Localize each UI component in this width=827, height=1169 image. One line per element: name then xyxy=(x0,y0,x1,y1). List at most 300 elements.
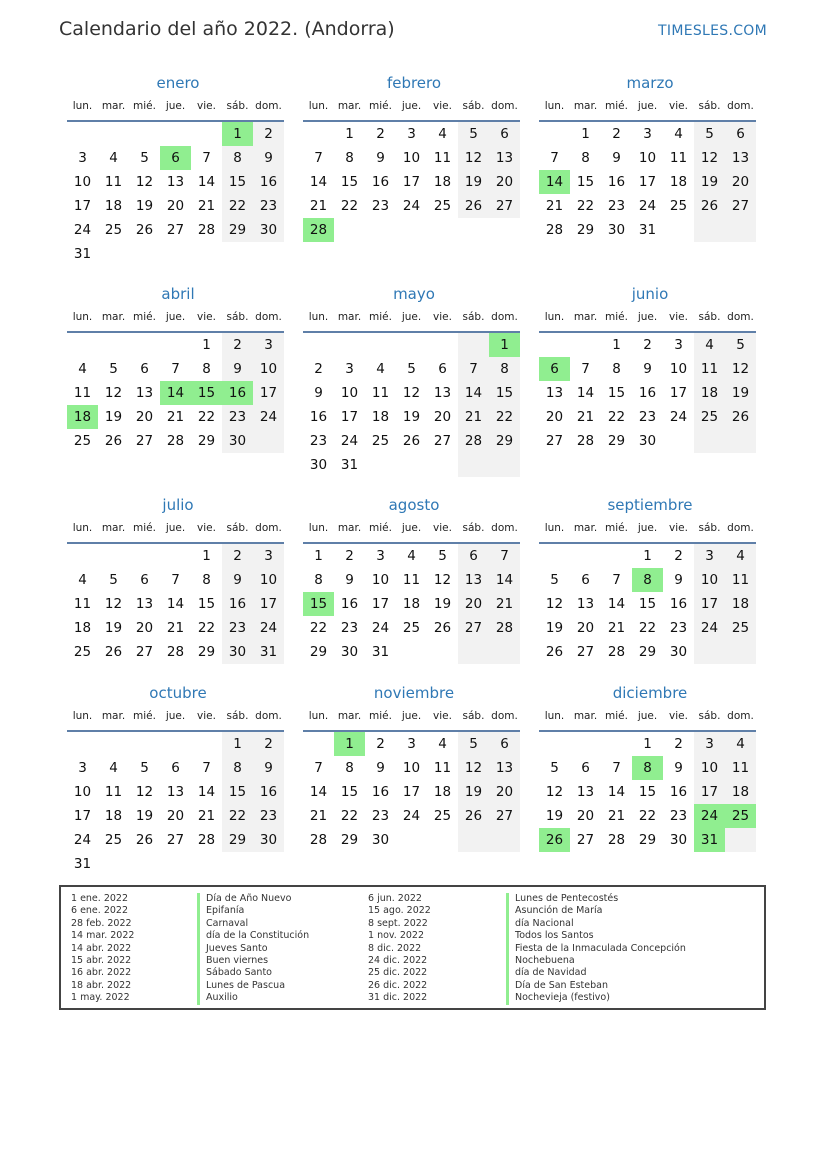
day-cell[interactable]: 29 xyxy=(340,832,359,848)
day-cell[interactable]: 23 xyxy=(340,620,359,636)
day-cell[interactable]: 4 xyxy=(407,548,416,564)
day-cell[interactable]: 24 xyxy=(371,620,390,636)
day-cell[interactable]: 30 xyxy=(371,832,390,848)
day-cell[interactable]: 24 xyxy=(253,616,284,640)
day-cell[interactable]: 4 xyxy=(725,732,756,756)
day-cell[interactable]: 28 xyxy=(458,429,489,453)
day-cell[interactable]: 19 xyxy=(694,170,725,194)
day-cell[interactable]: 26 xyxy=(458,194,489,218)
day-cell[interactable]: 10 xyxy=(371,572,390,588)
day-cell[interactable]: 22 xyxy=(489,405,520,429)
day-cell[interactable]: 8 xyxy=(612,361,621,377)
day-cell[interactable]: 1 xyxy=(314,548,323,564)
day-cell[interactable]: 14 xyxy=(197,174,216,190)
day-cell[interactable]: 20 xyxy=(433,409,452,425)
day-cell[interactable]: 10 xyxy=(669,361,688,377)
day-cell[interactable]: 9 xyxy=(674,572,683,588)
day-cell[interactable]: 7 xyxy=(314,150,323,166)
day-cell[interactable]: 1 xyxy=(612,337,621,353)
day-cell[interactable]: 2 xyxy=(376,126,385,142)
day-cell[interactable]: 18 xyxy=(402,596,421,612)
day-cell[interactable]: 7 xyxy=(202,150,211,166)
day-cell[interactable]: 23 xyxy=(669,808,688,824)
day-cell[interactable]: 16 xyxy=(371,784,390,800)
day-cell[interactable]: 12 xyxy=(725,357,756,381)
day-cell[interactable]: 12 xyxy=(135,174,154,190)
day-cell[interactable]: 14 xyxy=(458,381,489,405)
day-cell[interactable]: 5 xyxy=(140,760,149,776)
day-cell[interactable]: 5 xyxy=(458,122,489,146)
day-cell[interactable]: 10 xyxy=(402,150,421,166)
day-cell[interactable]: 29 xyxy=(197,644,216,660)
day-cell[interactable]: 28 xyxy=(303,218,334,242)
day-cell[interactable]: 29 xyxy=(222,218,253,242)
day-cell[interactable]: 3 xyxy=(345,361,354,377)
day-cell[interactable]: 20 xyxy=(576,620,595,636)
day-cell[interactable]: 1 xyxy=(222,732,253,756)
day-cell[interactable]: 7 xyxy=(171,572,180,588)
day-cell[interactable]: 16 xyxy=(309,409,328,425)
day-cell[interactable]: 22 xyxy=(607,409,626,425)
day-cell[interactable]: 11 xyxy=(669,150,688,166)
day-cell[interactable]: 18 xyxy=(694,381,725,405)
day-cell[interactable]: 7 xyxy=(489,544,520,568)
day-cell[interactable]: 13 xyxy=(576,596,595,612)
day-cell[interactable]: 11 xyxy=(433,150,452,166)
day-cell[interactable]: 17 xyxy=(371,596,390,612)
day-cell[interactable]: 24 xyxy=(340,433,359,449)
day-cell[interactable]: 21 xyxy=(197,808,216,824)
day-cell[interactable]: 2 xyxy=(674,736,683,752)
day-cell[interactable]: 13 xyxy=(166,784,185,800)
day-cell[interactable]: 10 xyxy=(402,760,421,776)
day-cell[interactable]: 26 xyxy=(725,405,756,429)
day-cell[interactable]: 28 xyxy=(166,433,185,449)
day-cell[interactable]: 24 xyxy=(638,198,657,214)
day-cell[interactable]: 18 xyxy=(73,620,92,636)
day-cell[interactable]: 8 xyxy=(632,756,663,780)
day-cell[interactable]: 29 xyxy=(638,644,657,660)
day-cell[interactable]: 14 xyxy=(309,784,328,800)
day-cell[interactable]: 27 xyxy=(489,804,520,828)
day-cell[interactable]: 27 xyxy=(725,194,756,218)
day-cell[interactable]: 1 xyxy=(334,732,365,756)
day-cell[interactable]: 14 xyxy=(607,596,626,612)
day-cell[interactable]: 24 xyxy=(669,409,688,425)
day-cell[interactable]: 31 xyxy=(694,828,725,852)
day-cell[interactable]: 3 xyxy=(78,760,87,776)
day-cell[interactable]: 18 xyxy=(669,174,688,190)
day-cell[interactable]: 20 xyxy=(135,409,154,425)
day-cell[interactable]: 3 xyxy=(78,150,87,166)
day-cell[interactable]: 3 xyxy=(376,548,385,564)
day-cell[interactable]: 4 xyxy=(78,572,87,588)
day-cell[interactable]: 14 xyxy=(166,596,185,612)
day-cell[interactable]: 18 xyxy=(433,174,452,190)
day-cell[interactable]: 7 xyxy=(612,572,621,588)
day-cell[interactable]: 14 xyxy=(539,170,570,194)
day-cell[interactable]: 12 xyxy=(458,756,489,780)
day-cell[interactable]: 6 xyxy=(160,146,191,170)
day-cell[interactable]: 17 xyxy=(694,780,725,804)
day-cell[interactable]: 15 xyxy=(222,780,253,804)
day-cell[interactable]: 18 xyxy=(433,784,452,800)
day-cell[interactable]: 15 xyxy=(638,784,657,800)
day-cell[interactable]: 24 xyxy=(73,222,92,238)
day-cell[interactable]: 21 xyxy=(197,198,216,214)
day-cell[interactable]: 19 xyxy=(104,620,123,636)
day-cell[interactable]: 9 xyxy=(314,385,323,401)
day-cell[interactable]: 15 xyxy=(303,592,334,616)
day-cell[interactable]: 11 xyxy=(371,385,390,401)
day-cell[interactable]: 11 xyxy=(433,760,452,776)
day-cell[interactable]: 31 xyxy=(638,222,657,238)
day-cell[interactable]: 25 xyxy=(371,433,390,449)
day-cell[interactable]: 15 xyxy=(222,170,253,194)
day-cell[interactable]: 25 xyxy=(433,808,452,824)
day-cell[interactable]: 22 xyxy=(638,620,657,636)
day-cell[interactable]: 30 xyxy=(607,222,626,238)
day-cell[interactable]: 17 xyxy=(73,808,92,824)
day-cell[interactable]: 17 xyxy=(638,174,657,190)
day-cell[interactable]: 18 xyxy=(371,409,390,425)
day-cell[interactable]: 18 xyxy=(104,198,123,214)
day-cell[interactable]: 31 xyxy=(73,246,92,262)
day-cell[interactable]: 2 xyxy=(222,544,253,568)
day-cell[interactable]: 10 xyxy=(694,568,725,592)
day-cell[interactable]: 12 xyxy=(545,784,564,800)
day-cell[interactable]: 8 xyxy=(202,572,211,588)
day-cell[interactable]: 14 xyxy=(197,784,216,800)
day-cell[interactable]: 27 xyxy=(433,433,452,449)
day-cell[interactable]: 13 xyxy=(489,756,520,780)
day-cell[interactable]: 7 xyxy=(581,361,590,377)
day-cell[interactable]: 20 xyxy=(725,170,756,194)
day-cell[interactable]: 14 xyxy=(607,784,626,800)
day-cell[interactable]: 6 xyxy=(725,122,756,146)
day-cell[interactable]: 5 xyxy=(140,150,149,166)
day-cell[interactable]: 16 xyxy=(669,784,688,800)
day-cell[interactable]: 7 xyxy=(314,760,323,776)
day-cell[interactable]: 1 xyxy=(345,126,354,142)
day-cell[interactable]: 6 xyxy=(458,544,489,568)
day-cell[interactable]: 26 xyxy=(458,804,489,828)
day-cell[interactable]: 30 xyxy=(669,644,688,660)
day-cell[interactable]: 30 xyxy=(253,828,284,852)
day-cell[interactable]: 6 xyxy=(171,760,180,776)
day-cell[interactable]: 7 xyxy=(458,357,489,381)
day-cell[interactable]: 6 xyxy=(140,572,149,588)
day-cell[interactable]: 13 xyxy=(433,385,452,401)
day-cell[interactable]: 31 xyxy=(253,640,284,664)
day-cell[interactable]: 31 xyxy=(371,644,390,660)
day-cell[interactable]: 21 xyxy=(309,808,328,824)
day-cell[interactable]: 22 xyxy=(222,194,253,218)
day-cell[interactable]: 27 xyxy=(545,433,564,449)
day-cell[interactable]: 25 xyxy=(402,620,421,636)
day-cell[interactable]: 23 xyxy=(253,194,284,218)
day-cell[interactable]: 25 xyxy=(725,616,756,640)
day-cell[interactable]: 4 xyxy=(109,760,118,776)
day-cell[interactable]: 13 xyxy=(725,146,756,170)
day-cell[interactable]: 18 xyxy=(104,808,123,824)
brand-link[interactable]: TIMESLES.COM xyxy=(658,23,767,39)
day-cell[interactable]: 16 xyxy=(222,381,253,405)
day-cell[interactable]: 25 xyxy=(694,405,725,429)
day-cell[interactable]: 5 xyxy=(550,572,559,588)
day-cell[interactable]: 27 xyxy=(458,616,489,640)
day-cell[interactable]: 30 xyxy=(222,640,253,664)
day-cell[interactable]: 18 xyxy=(725,592,756,616)
day-cell[interactable]: 28 xyxy=(576,433,595,449)
day-cell[interactable]: 28 xyxy=(489,616,520,640)
day-cell[interactable]: 28 xyxy=(166,644,185,660)
day-cell[interactable]: 3 xyxy=(253,333,284,357)
day-cell[interactable]: 30 xyxy=(253,218,284,242)
day-cell[interactable]: 9 xyxy=(222,357,253,381)
day-cell[interactable]: 19 xyxy=(458,170,489,194)
day-cell[interactable]: 24 xyxy=(694,804,725,828)
day-cell[interactable]: 6 xyxy=(581,572,590,588)
day-cell[interactable]: 13 xyxy=(545,385,564,401)
day-cell[interactable]: 9 xyxy=(674,760,683,776)
day-cell[interactable]: 26 xyxy=(104,433,123,449)
day-cell[interactable]: 9 xyxy=(376,760,385,776)
day-cell[interactable]: 15 xyxy=(340,174,359,190)
day-cell[interactable]: 28 xyxy=(607,832,626,848)
day-cell[interactable]: 15 xyxy=(191,381,222,405)
day-cell[interactable]: 12 xyxy=(433,572,452,588)
day-cell[interactable]: 22 xyxy=(576,198,595,214)
day-cell[interactable]: 1 xyxy=(643,736,652,752)
day-cell[interactable]: 15 xyxy=(340,784,359,800)
day-cell[interactable]: 1 xyxy=(581,126,590,142)
day-cell[interactable]: 22 xyxy=(197,409,216,425)
day-cell[interactable]: 15 xyxy=(638,596,657,612)
day-cell[interactable]: 10 xyxy=(638,150,657,166)
day-cell[interactable]: 16 xyxy=(638,385,657,401)
day-cell[interactable]: 12 xyxy=(545,596,564,612)
day-cell[interactable]: 3 xyxy=(694,732,725,756)
day-cell[interactable]: 31 xyxy=(340,457,359,473)
day-cell[interactable]: 18 xyxy=(67,405,98,429)
day-cell[interactable]: 20 xyxy=(576,808,595,824)
day-cell[interactable]: 13 xyxy=(576,784,595,800)
day-cell[interactable]: 31 xyxy=(73,856,92,872)
day-cell[interactable]: 29 xyxy=(638,832,657,848)
day-cell[interactable]: 25 xyxy=(433,198,452,214)
day-cell[interactable]: 25 xyxy=(104,222,123,238)
day-cell[interactable]: 17 xyxy=(669,385,688,401)
day-cell[interactable]: 19 xyxy=(725,381,756,405)
day-cell[interactable]: 3 xyxy=(253,544,284,568)
day-cell[interactable]: 12 xyxy=(402,385,421,401)
day-cell[interactable]: 2 xyxy=(222,333,253,357)
day-cell[interactable]: 17 xyxy=(253,592,284,616)
day-cell[interactable]: 24 xyxy=(253,405,284,429)
day-cell[interactable]: 25 xyxy=(669,198,688,214)
day-cell[interactable]: 20 xyxy=(489,780,520,804)
day-cell[interactable]: 9 xyxy=(376,150,385,166)
day-cell[interactable]: 7 xyxy=(550,150,559,166)
day-cell[interactable]: 13 xyxy=(458,568,489,592)
day-cell[interactable]: 28 xyxy=(607,644,626,660)
day-cell[interactable]: 9 xyxy=(612,150,621,166)
day-cell[interactable]: 23 xyxy=(669,620,688,636)
day-cell[interactable]: 2 xyxy=(314,361,323,377)
day-cell[interactable]: 16 xyxy=(222,592,253,616)
day-cell[interactable]: 10 xyxy=(694,756,725,780)
day-cell[interactable]: 20 xyxy=(545,409,564,425)
day-cell[interactable]: 11 xyxy=(104,784,123,800)
day-cell[interactable]: 6 xyxy=(539,357,570,381)
day-cell[interactable]: 23 xyxy=(371,198,390,214)
day-cell[interactable]: 5 xyxy=(725,333,756,357)
day-cell[interactable]: 28 xyxy=(309,832,328,848)
day-cell[interactable]: 23 xyxy=(253,804,284,828)
day-cell[interactable]: 26 xyxy=(545,644,564,660)
day-cell[interactable]: 8 xyxy=(632,568,663,592)
day-cell[interactable]: 30 xyxy=(669,832,688,848)
day-cell[interactable]: 9 xyxy=(253,756,284,780)
day-cell[interactable]: 8 xyxy=(345,150,354,166)
day-cell[interactable]: 9 xyxy=(253,146,284,170)
day-cell[interactable]: 1 xyxy=(489,333,520,357)
day-cell[interactable]: 27 xyxy=(166,832,185,848)
day-cell[interactable]: 5 xyxy=(550,760,559,776)
day-cell[interactable]: 19 xyxy=(545,808,564,824)
day-cell[interactable]: 1 xyxy=(202,337,211,353)
day-cell[interactable]: 22 xyxy=(222,804,253,828)
day-cell[interactable]: 2 xyxy=(376,736,385,752)
day-cell[interactable]: 4 xyxy=(109,150,118,166)
day-cell[interactable]: 8 xyxy=(202,361,211,377)
day-cell[interactable]: 12 xyxy=(104,596,123,612)
day-cell[interactable]: 29 xyxy=(309,644,328,660)
day-cell[interactable]: 23 xyxy=(222,405,253,429)
day-cell[interactable]: 19 xyxy=(545,620,564,636)
day-cell[interactable]: 29 xyxy=(607,433,626,449)
day-cell[interactable]: 26 xyxy=(433,620,452,636)
day-cell[interactable]: 12 xyxy=(694,146,725,170)
day-cell[interactable]: 17 xyxy=(402,784,421,800)
day-cell[interactable]: 16 xyxy=(253,170,284,194)
day-cell[interactable]: 14 xyxy=(489,568,520,592)
day-cell[interactable]: 8 xyxy=(489,357,520,381)
day-cell[interactable]: 1 xyxy=(643,548,652,564)
day-cell[interactable]: 28 xyxy=(197,832,216,848)
day-cell[interactable]: 26 xyxy=(135,832,154,848)
day-cell[interactable]: 27 xyxy=(576,832,595,848)
day-cell[interactable]: 28 xyxy=(545,222,564,238)
day-cell[interactable]: 28 xyxy=(197,222,216,238)
day-cell[interactable]: 14 xyxy=(576,385,595,401)
day-cell[interactable]: 19 xyxy=(135,808,154,824)
day-cell[interactable]: 29 xyxy=(576,222,595,238)
day-cell[interactable]: 7 xyxy=(171,361,180,377)
day-cell[interactable]: 1 xyxy=(222,122,253,146)
day-cell[interactable]: 25 xyxy=(104,832,123,848)
day-cell[interactable]: 10 xyxy=(253,357,284,381)
day-cell[interactable]: 10 xyxy=(253,568,284,592)
day-cell[interactable]: 19 xyxy=(402,409,421,425)
day-cell[interactable]: 15 xyxy=(607,385,626,401)
day-cell[interactable]: 20 xyxy=(135,620,154,636)
day-cell[interactable]: 29 xyxy=(489,429,520,453)
day-cell[interactable]: 27 xyxy=(135,433,154,449)
day-cell[interactable]: 15 xyxy=(576,174,595,190)
day-cell[interactable]: 7 xyxy=(612,760,621,776)
day-cell[interactable]: 26 xyxy=(694,194,725,218)
day-cell[interactable]: 23 xyxy=(309,433,328,449)
day-cell[interactable]: 15 xyxy=(197,596,216,612)
day-cell[interactable]: 5 xyxy=(109,361,118,377)
day-cell[interactable]: 13 xyxy=(489,146,520,170)
day-cell[interactable]: 12 xyxy=(135,784,154,800)
day-cell[interactable]: 4 xyxy=(78,361,87,377)
day-cell[interactable]: 22 xyxy=(638,808,657,824)
day-cell[interactable]: 8 xyxy=(581,150,590,166)
day-cell[interactable]: 16 xyxy=(669,596,688,612)
day-cell[interactable]: 21 xyxy=(545,198,564,214)
day-cell[interactable]: 8 xyxy=(222,756,253,780)
day-cell[interactable]: 13 xyxy=(166,174,185,190)
day-cell[interactable]: 23 xyxy=(222,616,253,640)
day-cell[interactable]: 10 xyxy=(340,385,359,401)
day-cell[interactable]: 16 xyxy=(371,174,390,190)
day-cell[interactable]: 18 xyxy=(725,780,756,804)
day-cell[interactable]: 1 xyxy=(202,548,211,564)
day-cell[interactable]: 5 xyxy=(458,732,489,756)
day-cell[interactable]: 25 xyxy=(73,644,92,660)
day-cell[interactable]: 21 xyxy=(607,808,626,824)
day-cell[interactable]: 13 xyxy=(135,596,154,612)
day-cell[interactable]: 24 xyxy=(73,832,92,848)
day-cell[interactable]: 4 xyxy=(438,736,447,752)
day-cell[interactable]: 26 xyxy=(135,222,154,238)
day-cell[interactable]: 30 xyxy=(222,429,253,453)
day-cell[interactable]: 20 xyxy=(458,592,489,616)
day-cell[interactable]: 25 xyxy=(73,433,92,449)
day-cell[interactable]: 17 xyxy=(694,592,725,616)
day-cell[interactable]: 16 xyxy=(253,780,284,804)
day-cell[interactable]: 8 xyxy=(222,146,253,170)
day-cell[interactable]: 21 xyxy=(166,409,185,425)
day-cell[interactable]: 3 xyxy=(694,544,725,568)
day-cell[interactable]: 7 xyxy=(202,760,211,776)
day-cell[interactable]: 20 xyxy=(166,198,185,214)
day-cell[interactable]: 27 xyxy=(576,644,595,660)
day-cell[interactable]: 14 xyxy=(160,381,191,405)
day-cell[interactable]: 13 xyxy=(135,385,154,401)
day-cell[interactable]: 17 xyxy=(253,381,284,405)
day-cell[interactable]: 9 xyxy=(222,568,253,592)
day-cell[interactable]: 3 xyxy=(407,736,416,752)
day-cell[interactable]: 8 xyxy=(345,760,354,776)
day-cell[interactable]: 21 xyxy=(458,405,489,429)
day-cell[interactable]: 15 xyxy=(489,381,520,405)
day-cell[interactable]: 3 xyxy=(407,126,416,142)
day-cell[interactable]: 21 xyxy=(309,198,328,214)
day-cell[interactable]: 20 xyxy=(166,808,185,824)
day-cell[interactable]: 4 xyxy=(725,544,756,568)
day-cell[interactable]: 2 xyxy=(612,126,621,142)
day-cell[interactable]: 29 xyxy=(197,433,216,449)
day-cell[interactable]: 23 xyxy=(638,409,657,425)
day-cell[interactable]: 12 xyxy=(458,146,489,170)
day-cell[interactable]: 10 xyxy=(73,784,92,800)
day-cell[interactable]: 11 xyxy=(725,756,756,780)
